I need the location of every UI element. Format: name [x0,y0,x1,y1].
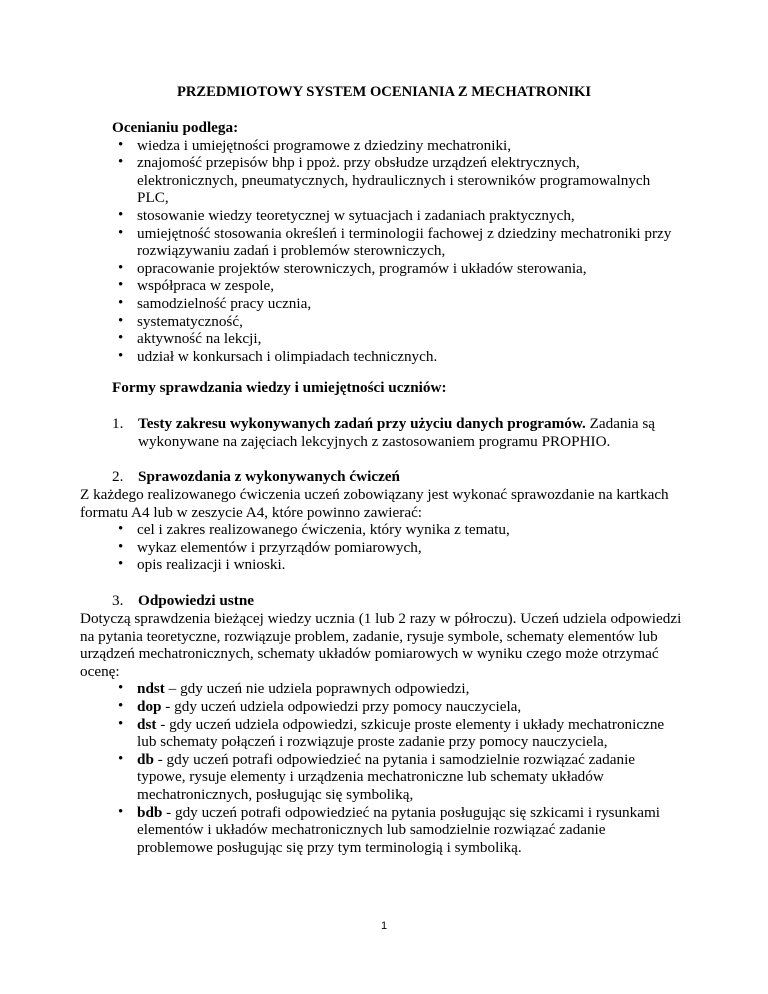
section-tests [112,415,700,450]
grade-item [112,698,672,716]
assessed-item: • wiedza i umiejętności programowe z dziedziny mechatroniki, [112,137,672,155]
grade-label: dst [137,715,157,733]
grade-desc: - gdy uczeń potrafi odpowiedzieć na pytania posługując się szkicami i rysunkami elementów i układów mechatronicznych lub samodzielnie rozwiązać zadanie problemowe posługując się przy tym terminologią i symboliką. [137,803,661,856]
grade-item [112,680,672,698]
reports-item: • opis realizacji i wnioski. [112,556,680,574]
reports-item: • wykaz elementów i przyrządów pomiarowych, [112,539,680,557]
grade-item [112,716,672,751]
reports-list [112,521,680,574]
assessed-item: • udział w konkursach i olimpiadach technicznych. [112,348,672,366]
section-title-row [112,468,672,486]
assessed-heading: Ocenianiu podlega: [112,119,239,136]
section-title: Testy zakresu wykonywanych zadań przy użyciu danych programów. [138,415,586,432]
assessed-item: • umiejętność stosowania określeń i terminologii fachowej z dziedziny mechatroniki przy rozwiązywaniu zadań i problemów sterowniczych, [112,225,672,260]
forms-heading: Formy sprawdzania wiedzy i umiejętności uczniów: [112,379,447,396]
assessed-item: • znajomość przepisów bhp i ppoż. przy obsłudze urządzeń elektrycznych, elektronicznych, pneumatycznych, hydraulicznych i sterowników programowalnych PLC, [112,154,672,207]
assessed-item: • współpraca w zespole, [112,277,672,295]
reports-item: • cel i zakres realizowanego ćwiczenia, który wynika z tematu, [112,521,680,539]
grade-item [112,751,672,804]
document-title: PRZEDMIOTOWY SYSTEM OCENIANIA Z MECHATRONIKI [176,84,592,100]
section-text: Zadania są wykonywane na zajęciach lekcyjnych z zastosowaniem programu PROPHIO. [138,415,655,450]
grade-item [112,804,672,857]
section-number: 2. [112,468,124,485]
grade-label: bdb [137,803,163,821]
section-reports [112,468,672,486]
reports-intro: Z każdego realizowanego ćwiczenia uczeń zobowiązany jest wykonać sprawozdanie na kartkach formatu A4 lub w zeszycie A4, które powinno zawierać: [80,486,669,521]
section-number: 3. [112,592,124,609]
reports-body [80,486,680,574]
section-title-row [112,592,672,610]
section-title: Sprawozdania z wykonywanych ćwiczeń [138,468,400,485]
assessed-section [112,119,672,365]
grade-desc: - gdy uczeń udziela odpowiedzi, szkicuje proste elementy i układy mechatroniczne lub schematy połączeń i rozwiązuje proste zadanie przy pomocy nauczyciela, [137,715,665,751]
grade-label: db [137,750,154,768]
section-title: Odpowiedzi ustne [138,592,255,609]
assessed-list [112,137,672,366]
assessed-item: • systematyczność, [112,313,672,331]
assessed-item: • aktywność na lekcji, [112,330,672,348]
grade-desc: - gdy uczeń udziela odpowiedzi przy pomocy nauczyciela, [161,697,522,715]
assessed-item: • opracowanie projektów sterowniczych, programów i układów sterowania, [112,260,672,278]
grades-list [112,680,672,856]
assessed-item: • stosowanie wiedzy teoretycznej w sytuacjach i zadaniach praktycznych, [112,207,672,225]
grade-label: ndst [137,680,165,698]
page-number: 1 [380,920,388,932]
grade-desc: - gdy uczeń potrafi odpowiedzieć na pytania i samodzielnie rozwiązać zadanie typowe, rysuje elementy i urządzenia mechatroniczne lub schematy układów mechatronicznych, posługując się symboliką, [137,750,636,803]
oral-intro: Dotyczą sprawdzenia bieżącej wiedzy ucznia (1 lub 2 razy w półroczu). Uczeń udziela odpowiedzi na pytania teoretyczne, rozwiązuje problem, zadanie, rysuje symbole, schematy elementów lub urządzeń mechatronicznych, schematy układów pomiarowych w wyniku czego może otrzymać ocenę: [80,610,682,680]
section-oral [112,592,672,610]
oral-body [80,610,692,856]
grade-label: dop [137,697,162,715]
assessed-item: • samodzielność pracy ucznia, [112,295,672,313]
grade-desc: – gdy uczeń nie udziela poprawnych odpowiedzi, [164,680,470,698]
section-number: 1. [112,415,124,432]
